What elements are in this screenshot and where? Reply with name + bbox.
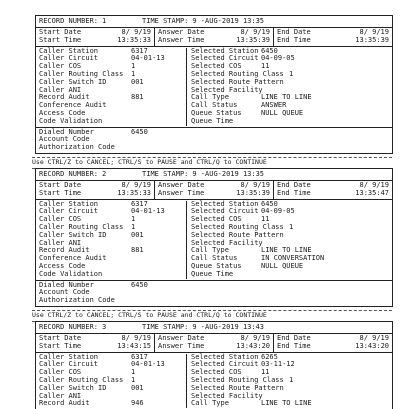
start-time-label: Start Time [39, 188, 82, 197]
field-value: 001 [131, 230, 144, 239]
end-date-label: End Date [277, 334, 311, 342]
start-time-label: Start Time [39, 341, 82, 350]
field-label: Caller Routing Class [39, 69, 124, 78]
field-label: Selected Facility [191, 85, 263, 94]
field-row [191, 118, 389, 126]
field-value: LINE TO LINE [261, 399, 312, 408]
field-label: Selected Routing Class [191, 222, 284, 231]
field-value: LINE TO LINE [261, 93, 312, 102]
field-value: 6265 [261, 352, 278, 361]
start-date: 8/ 9/19 [121, 181, 151, 189]
field-value: 1 [131, 375, 136, 384]
answer-time-label: Answer Time [158, 35, 205, 44]
field-label: Selected Station [191, 352, 259, 361]
record-number: 2 [102, 169, 107, 178]
field-value: 6317 [131, 46, 148, 55]
record-number-label: RECORD NUMBER: [39, 16, 99, 25]
field-label: Call Type [191, 93, 229, 102]
field-value [289, 385, 389, 393]
field-label: Record Audit [39, 399, 90, 408]
start-time: 13:43:15 [117, 341, 151, 350]
call-record [35, 15, 393, 154]
start-cell [36, 334, 154, 352]
field-value: ANSWER [261, 101, 287, 110]
field-label: Authorization Code [39, 143, 115, 152]
field-value: 1 [131, 62, 136, 71]
answer-time: 13:35:39 [236, 188, 270, 197]
field-label: Dialed Number [39, 280, 94, 289]
end-date-label: End Date [277, 28, 311, 36]
field-value: 946 [131, 399, 144, 408]
field-label: Caller ANI [39, 85, 82, 94]
date-time-band [36, 334, 392, 353]
answer-date-label: Answer Date [158, 181, 205, 189]
end-date: 8/ 9/19 [359, 181, 389, 189]
field-label: Selected Route Pattern [191, 77, 284, 86]
field-value: 11 [261, 62, 270, 71]
field-label: Caller Routing Class [39, 375, 124, 384]
end-cell [273, 28, 392, 46]
field-value: NULL QUEUE [261, 108, 304, 117]
start-time-row [39, 190, 151, 198]
call-record [35, 168, 393, 307]
field-label: Queue Status [191, 108, 242, 117]
end-time: 13:35:39 [355, 35, 389, 44]
field-label: Caller Switch ID [39, 230, 107, 239]
field-label: Selected Facility [191, 238, 263, 247]
field-value: 11 [261, 368, 270, 377]
dialed-section [36, 127, 392, 153]
field-value: 1 [289, 69, 294, 78]
field-value: 6450 [131, 127, 148, 136]
record-fields [36, 47, 392, 127]
field-label: Selected Circuit [191, 207, 259, 216]
time-stamp-label: TIME STAMP: [142, 322, 189, 331]
field-label: Selected COS [191, 215, 242, 224]
caller-fields [39, 201, 182, 279]
field-label: Access Code [39, 261, 86, 270]
field-label: Caller Station [39, 199, 99, 208]
field-row [39, 297, 389, 305]
field-label: Access Code [39, 108, 86, 117]
end-date: 8/ 9/19 [359, 334, 389, 342]
end-time-label: End Time [277, 188, 311, 197]
field-label: Conference Audit [39, 101, 107, 110]
field-label: Caller COS [39, 62, 82, 71]
field-value: 881 [131, 93, 144, 102]
start-date-label: Start Date [39, 181, 82, 189]
record-header [36, 169, 392, 181]
field-value: 03-11-12 [261, 360, 295, 369]
field-value: 1 [131, 222, 136, 231]
start-date: 8/ 9/19 [121, 28, 151, 36]
dialed-section [36, 280, 392, 306]
field-value [289, 232, 389, 240]
field-label: Account Code [39, 135, 90, 144]
record-fields [36, 353, 392, 409]
answer-date: 8/ 9/19 [240, 334, 270, 342]
field-label: Caller Circuit [39, 360, 99, 369]
time-stamp: 9 -AUG-2019 13:35 [192, 169, 265, 178]
field-value: NULL QUEUE [261, 261, 304, 270]
field-row [39, 118, 182, 126]
end-time-row [277, 343, 389, 351]
field-label: Caller Circuit [39, 54, 99, 63]
pause-instruction: Use CTRL/Z to CANCEL; CTRL/S to PAUSE and CTRL/Q to CONTINUE [32, 311, 267, 319]
answer-date: 8/ 9/19 [240, 181, 270, 189]
end-time-label: End Time [277, 35, 311, 44]
field-label: Call Status [191, 101, 238, 110]
end-date: 8/ 9/19 [359, 28, 389, 36]
answer-time: 13:35:39 [236, 35, 270, 44]
end-cell [273, 181, 392, 199]
field-value: 6317 [131, 199, 148, 208]
field-value: 6317 [131, 352, 148, 361]
start-time-label: Start Time [39, 35, 82, 44]
field-value: 6450 [131, 280, 148, 289]
field-value: 001 [131, 383, 144, 392]
field-value [261, 118, 389, 126]
field-label: Selected Route Pattern [191, 383, 284, 392]
field-value: 001 [131, 77, 144, 86]
field-value: LINE TO LINE [261, 246, 312, 255]
answer-time-row [158, 37, 270, 45]
call-record [35, 321, 393, 409]
field-label: Selected Station [191, 199, 259, 208]
field-value: IN CONVERSATION [261, 254, 325, 263]
field-label: Conference Audit [39, 254, 107, 263]
field-label: Call Type [191, 246, 229, 255]
field-row [39, 400, 182, 408]
field-value [131, 263, 182, 271]
pause-instruction: Use CTRL/Z to CANCEL; CTRL/S to PAUSE and CTRL/Q to CONTINUE [32, 158, 267, 166]
field-row [191, 400, 389, 408]
field-row [191, 271, 389, 279]
start-time-row [39, 343, 151, 351]
answer-time-row [158, 190, 270, 198]
end-time: 13:35:47 [355, 188, 389, 197]
record-number: 1 [102, 16, 107, 25]
field-label: Selected Circuit [191, 360, 259, 369]
answer-time-row [158, 343, 270, 351]
field-label: Call Status [191, 254, 238, 263]
field-label: Selected Route Pattern [191, 230, 284, 239]
field-label: Queue Time [191, 116, 234, 125]
answer-cell [154, 181, 273, 199]
field-value [131, 271, 182, 279]
field-value [131, 110, 182, 118]
field-value [289, 79, 389, 87]
field-label: Record Audit [39, 93, 90, 102]
field-label: Caller Station [39, 46, 99, 55]
field-value: 881 [131, 246, 144, 255]
field-value [261, 271, 389, 279]
field-label: Caller Routing Class [39, 222, 124, 231]
date-time-band [36, 28, 392, 47]
field-value: 1 [131, 215, 136, 224]
field-label: Code Validation [39, 269, 103, 278]
field-label: Dialed Number [39, 127, 94, 136]
field-label: Queue Status [191, 261, 242, 270]
record-number-label: RECORD NUMBER: [39, 169, 99, 178]
record-header [36, 322, 392, 334]
field-label: Caller Switch ID [39, 77, 107, 86]
field-label: Caller Station [39, 352, 99, 361]
field-row [39, 129, 389, 137]
field-label: Queue Time [191, 269, 234, 278]
date-time-band [36, 181, 392, 200]
field-value [131, 118, 182, 126]
field-label: Call Type [191, 399, 229, 408]
field-row [39, 144, 389, 152]
field-label: Account Code [39, 288, 90, 297]
start-cell [36, 181, 154, 199]
start-cell [36, 28, 154, 46]
field-label: Selected Facility [191, 391, 263, 400]
answer-cell [154, 28, 273, 46]
answer-date: 8/ 9/19 [240, 28, 270, 36]
field-label: Caller Circuit [39, 207, 99, 216]
field-label: Selected Circuit [191, 54, 259, 63]
start-time: 13:35:33 [117, 35, 151, 44]
selected-fields [191, 201, 389, 279]
field-label: Selected COS [191, 368, 242, 377]
field-row [39, 271, 182, 279]
field-label: Code Validation [39, 116, 103, 125]
field-value [131, 102, 182, 110]
field-label: Caller ANI [39, 391, 82, 400]
end-time-row [277, 190, 389, 198]
end-date-label: End Date [277, 181, 311, 189]
record-number: 3 [102, 322, 107, 331]
answer-time-label: Answer Time [158, 341, 205, 350]
record-fields [36, 200, 392, 280]
field-label: Caller Switch ID [39, 383, 107, 392]
field-value: 04-01-13 [131, 207, 165, 216]
field-label: Selected Routing Class [191, 69, 284, 78]
column-divider [186, 201, 187, 279]
field-value [131, 255, 182, 263]
field-value: 6450 [261, 199, 278, 208]
answer-cell [154, 334, 273, 352]
start-date-label: Start Date [39, 28, 82, 36]
field-value: 6450 [261, 46, 278, 55]
caller-fields [39, 48, 182, 126]
answer-time: 13:43:20 [236, 341, 270, 350]
field-label: Caller ANI [39, 238, 82, 247]
end-time-label: End Time [277, 341, 311, 350]
start-date: 8/ 9/19 [121, 334, 151, 342]
end-time-row [277, 37, 389, 45]
answer-time-label: Answer Time [158, 188, 205, 197]
time-stamp: 9 -AUG-2019 13:35 [192, 16, 265, 25]
record-header [36, 16, 392, 28]
answer-date-label: Answer Date [158, 334, 205, 342]
field-value: 04-01-13 [131, 54, 165, 63]
answer-date-label: Answer Date [158, 28, 205, 36]
field-label: Selected Station [191, 46, 259, 55]
field-label: Authorization Code [39, 296, 115, 305]
field-value: 04-09-05 [261, 54, 295, 63]
end-cell [273, 334, 392, 352]
field-label: Caller COS [39, 368, 82, 377]
selected-fields [191, 48, 389, 126]
time-stamp-label: TIME STAMP: [142, 169, 189, 178]
field-value: 1 [131, 69, 136, 78]
field-value: 1 [289, 375, 294, 384]
field-value: 1 [131, 368, 136, 377]
field-value: 04-09-05 [261, 207, 295, 216]
field-label: Caller COS [39, 215, 82, 224]
time-stamp-label: TIME STAMP: [142, 16, 189, 25]
time-stamp: 9 -AUG-2019 13:43 [192, 322, 265, 331]
field-row [39, 282, 389, 290]
record-number-label: RECORD NUMBER: [39, 322, 99, 331]
start-date-label: Start Date [39, 334, 82, 342]
field-value: 11 [261, 215, 270, 224]
field-label: Selected Routing Class [191, 375, 284, 384]
column-divider [186, 48, 187, 126]
field-label: Selected COS [191, 62, 242, 71]
start-time-row [39, 37, 151, 45]
field-label: Record Audit [39, 246, 90, 255]
field-value: 1 [289, 222, 294, 231]
end-time: 13:43:20 [355, 341, 389, 350]
start-time: 13:35:33 [117, 188, 151, 197]
field-value: 04-01-13 [131, 360, 165, 369]
